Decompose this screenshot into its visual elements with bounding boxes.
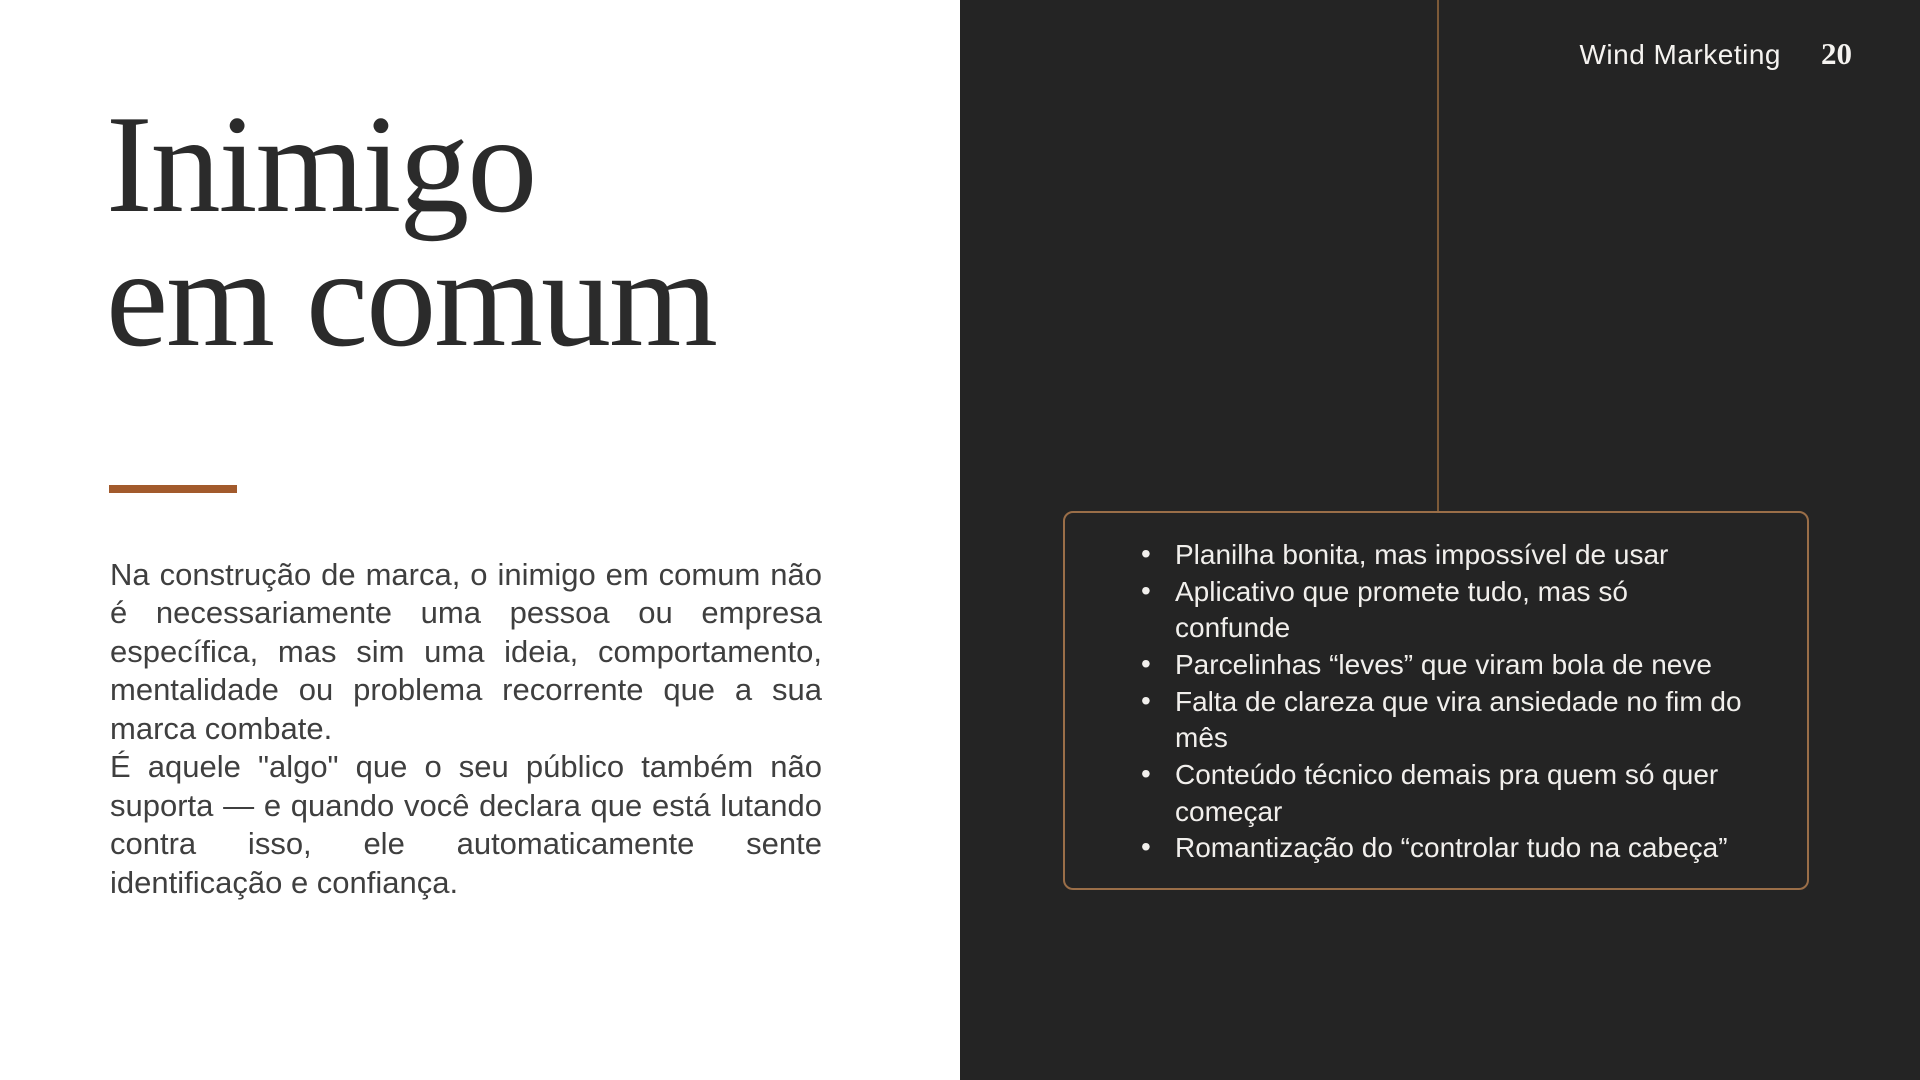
accent-rule (109, 485, 237, 493)
slide-title-line2: em comum (106, 221, 716, 377)
brand-name: Wind Marketing (1579, 39, 1781, 70)
slide-title (106, 87, 716, 377)
bullet-icon: • (1141, 574, 1151, 606)
page-number: 20 (1821, 36, 1852, 71)
enemy-list-item (1135, 830, 1745, 867)
body-text (110, 556, 822, 902)
enemy-list-item (1135, 647, 1745, 684)
vertical-divider-line (1437, 0, 1439, 512)
enemy-list-item (1135, 574, 1745, 647)
enemy-list-item-text: Planilha bonita, mas impossível de usar (1175, 539, 1669, 570)
bullet-icon: • (1141, 684, 1151, 716)
bullet-icon: • (1141, 648, 1151, 680)
enemy-list-item-text: Falta de clareza que vira ansiedade no fim do mês (1175, 685, 1742, 754)
enemy-list-box (1063, 511, 1809, 890)
enemy-list-item-text: Parcelinhas “leves” que viram bola de neve (1175, 649, 1712, 681)
body-paragraph-1: Na construção de marca, o inimigo em comum não é necessariamente uma pessoa ou empresa específica, mas sim uma ideia, comportamento, mentalidade ou problema recorrente que a sua marca combate. (110, 557, 822, 746)
enemy-list-item (1135, 537, 1745, 574)
enemy-list-item-text: Romantização do “controlar tudo na cabeça” (1175, 832, 1728, 864)
slide-header (1579, 36, 1852, 72)
enemy-list (1065, 513, 1745, 867)
body-paragraph-2: É aquele "algo" que o seu público também não suporta — e quando você declara que está lutando contra isso, ele automaticamente sente identificação e confiança. (110, 749, 822, 900)
enemy-list-item (1135, 684, 1745, 757)
bullet-icon: • (1141, 831, 1151, 863)
enemy-list-item-text: Conteúdo técnico demais pra quem só quer começar (1175, 759, 1719, 827)
slide-title-line1: Inimigo (106, 87, 536, 242)
bullet-icon: • (1141, 758, 1151, 790)
enemy-list-item-text: Aplicativo que promete tudo, mas só confunde (1175, 575, 1628, 644)
enemy-list-item (1135, 757, 1745, 830)
bullet-icon: • (1141, 538, 1151, 569)
